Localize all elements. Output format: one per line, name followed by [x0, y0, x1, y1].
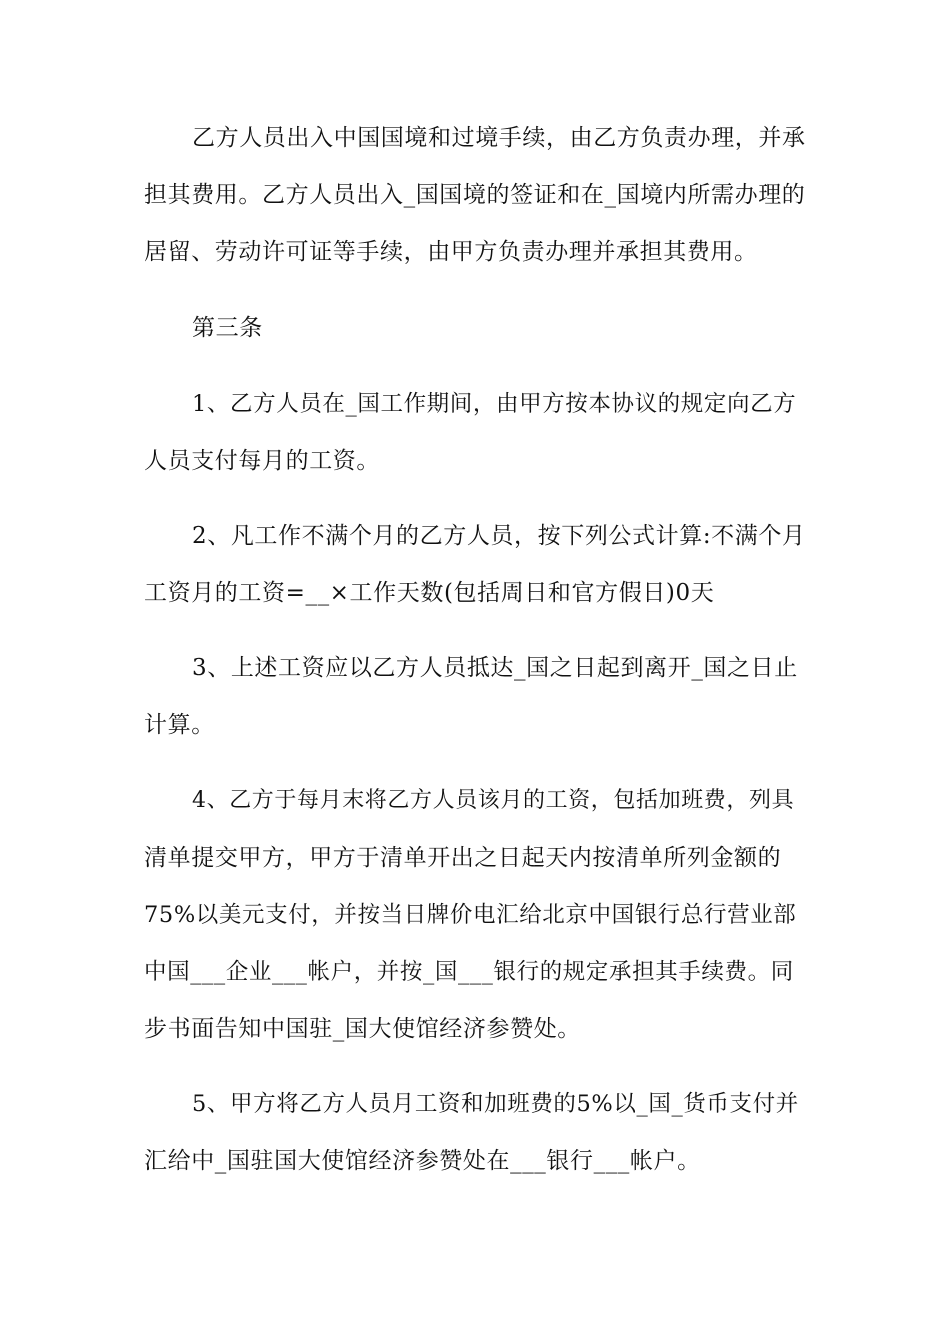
text-line: 清单提交甲方，甲方于清单开出之日起天内按清单所列金额的	[144, 845, 782, 871]
text-line: 步书面告知中国驻_国大使馆经济参赞处。	[144, 1016, 581, 1042]
text-line: 5、甲方将乙方人员月工资和加班费的5%以_国_货币支付并	[192, 1091, 799, 1117]
text-line: 担其费用。乙方人员出入_国国境的签证和在_国境内所需办理的	[144, 182, 806, 208]
text-line: 人员支付每月的工资。	[144, 448, 380, 474]
text-line: 75%以美元支付，并按当日牌价电汇给北京中国银行总行营业部	[144, 902, 797, 928]
heading-text: 第三条	[192, 315, 263, 341]
text-line: 计算。	[144, 712, 215, 738]
text-line: 乙方人员出入中国国境和过境手续，由乙方负责办理，并承	[192, 125, 806, 151]
text-line: 4、乙方于每月末将乙方人员该月的工资，包括加班费，列具	[192, 788, 795, 813]
text-line: 2、凡工作不满个月的乙方人员，按下列公式计算:不满个月	[192, 523, 806, 549]
text-line: 3、上述工资应以乙方人员抵达_国之日起到离开_国之日止	[192, 655, 798, 681]
text-line: 中国___企业___帐户，并按_国___银行的规定承担其手续费。同	[144, 959, 794, 985]
text-line: 居留、劳动许可证等手续，由甲方负责办理并承担其费用。	[144, 239, 758, 265]
text-line: 汇给中_国驻国大使馆经济参赞处在___银行___帐户。	[144, 1148, 701, 1174]
text-line: 工资月的工资=__×工作天数(包括周日和官方假日)0天	[144, 580, 715, 606]
text-line: 1、乙方人员在_国工作期间，由甲方按本协议的规定向乙方	[192, 391, 797, 417]
